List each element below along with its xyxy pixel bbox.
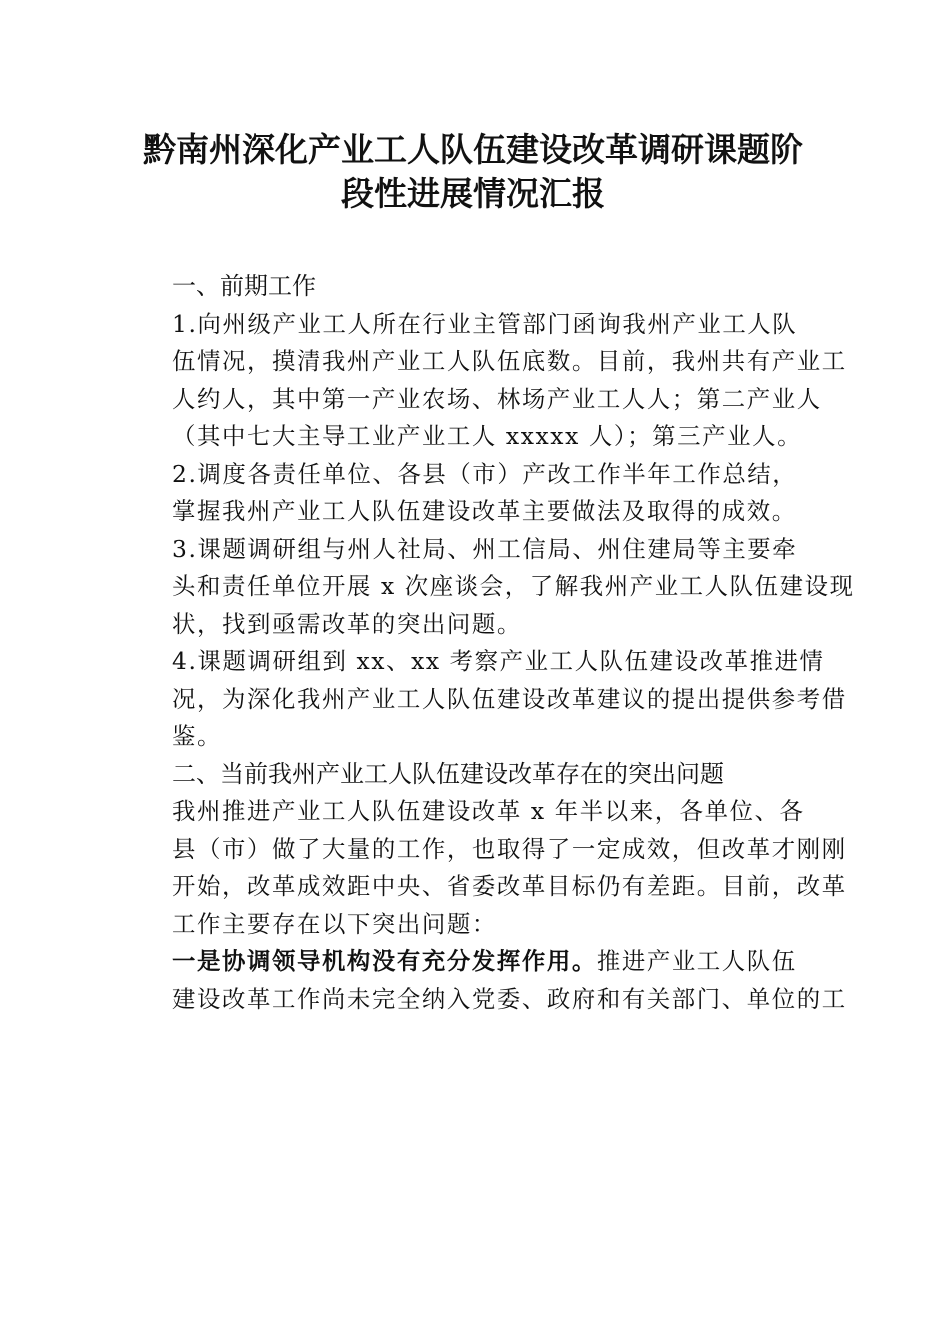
text-line: 建设改革工作尚未完全纳入党委、政府和有关部门、单位的工 — [172, 984, 847, 1013]
document-page — [122, 128, 855, 1018]
text-line: 掌握我州产业工人队伍建设改革主要做法及取得的成效。 — [172, 497, 797, 525]
text-line: 鉴。 — [172, 722, 222, 750]
text-line: 人约人，其中第一产业农场、林场产业工人人；第二产业人 — [172, 384, 822, 413]
section-heading-preliminary-work: 一、前期工作 — [172, 272, 316, 300]
title-line-2: 段性进展情况汇报 — [341, 174, 605, 213]
paragraph-problem-1 — [122, 943, 847, 1018]
text-line — [122, 943, 824, 981]
text-line: 1.向州级产业工人所在行业主管部门函询我州产业工人队 — [172, 309, 798, 338]
text-line: 头和责任单位开展 x 次座谈会，了解我州产业工人队伍建设现 — [172, 572, 855, 600]
paragraph-item-4 — [122, 643, 847, 756]
text-line: 县（市）做了大量的工作，也取得了一定成效，但改革才刚刚 — [172, 834, 847, 863]
text-line: 开始，改革成效距中央、省委改革目标仍有差距。目前，改革 — [172, 872, 847, 900]
title-line-1: 黔南州深化产业工人队伍建设改革调研课题阶 — [143, 130, 803, 169]
paragraph-intro — [122, 793, 847, 943]
text-line: 3.课题调研组与州人社局、州工信局、州住建局等主要牵 — [172, 534, 798, 563]
problem-lead-sentence: 一是协调领导机构没有充分发挥作用。 — [172, 947, 597, 975]
text-line: 况，为深化我州产业工人队伍建设改革建议的提出提供参考借 — [172, 684, 847, 713]
section-heading-current-problems: 二、当前我州产业工人队伍建设改革存在的突出问题 — [172, 759, 724, 788]
text-line: 2.调度各责任单位、各县（市）产改工作半年工作总结， — [172, 459, 798, 488]
text-line: （其中七大主导工业产业工人 xxxxx 人）；第三产业人。 — [172, 422, 803, 450]
problem-text: 推进产业工人队伍 — [596, 947, 797, 975]
paragraph-item-3 — [122, 531, 855, 644]
text-line: 我州推进产业工人队伍建设改革 x 年半以来，各单位、各 — [172, 797, 805, 825]
paragraph-item-1 — [122, 306, 847, 456]
text-line: 伍情况，摸清我州产业工人队伍底数。目前，我州共有产业工 — [172, 347, 847, 375]
text-line: 状，找到亟需改革的突出问题。 — [172, 609, 522, 638]
text-line: 工作主要存在以下突出问题： — [172, 909, 497, 938]
document-title — [122, 128, 824, 216]
paragraph-item-2 — [122, 456, 824, 531]
text-line: 4.课题调研组到 xx、xx 考察产业工人队伍建设改革推进情 — [172, 647, 825, 675]
